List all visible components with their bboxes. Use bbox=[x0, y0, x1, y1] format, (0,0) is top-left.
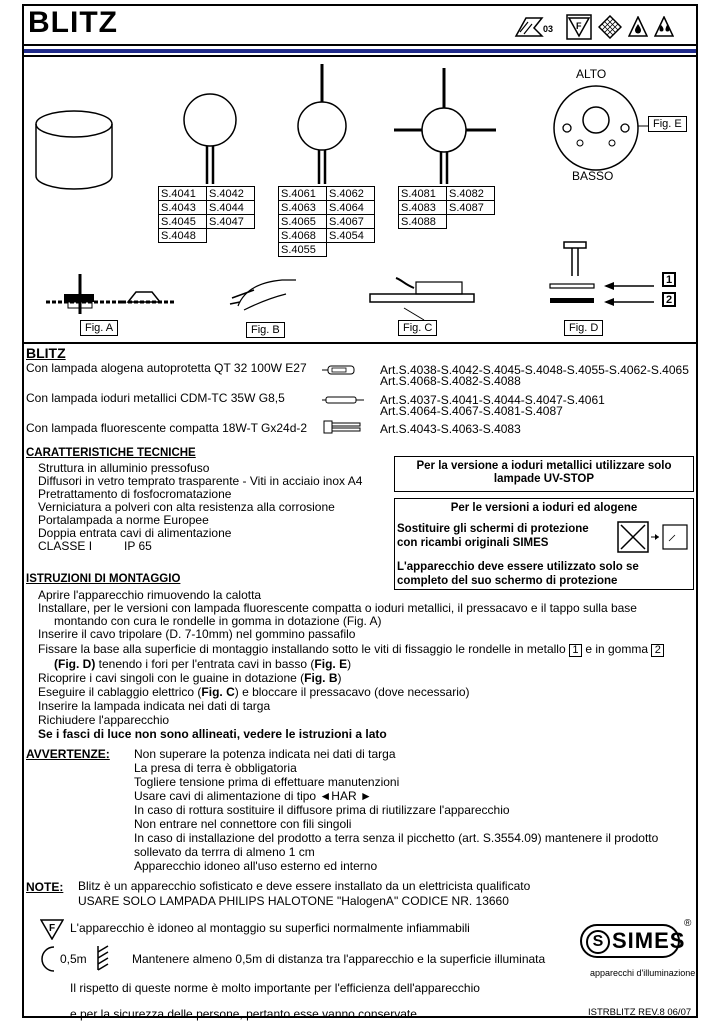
warnings-heading: AVVERTENZE: bbox=[26, 747, 110, 761]
article-code-cell: S.4067 bbox=[327, 215, 375, 229]
basso-label: BASSO bbox=[572, 169, 614, 183]
document-code: ISTRBLITZ REV.8 06/07 bbox=[588, 1007, 692, 1018]
install-step-text: ) bbox=[347, 657, 352, 671]
install-step-text: Eseguire il cablaggio elettrico ( bbox=[38, 685, 202, 699]
install-step-text: ) e bloccare il pressacavo (dove necessario) bbox=[234, 685, 470, 699]
brand-tagline: apparecchi d'illuminazione bbox=[590, 968, 696, 978]
warning-item: Togliere tensione prima di effettuare manutenzioni bbox=[134, 775, 400, 789]
article-code-cell: S.4061 bbox=[279, 187, 327, 201]
fig-c-drawing bbox=[370, 278, 474, 320]
article-code-cell: S.4088 bbox=[399, 215, 447, 229]
screen-notice-title: Per le versioni a ioduri ed alogene bbox=[450, 502, 638, 514]
base-plate-drawing bbox=[554, 86, 648, 170]
install-step-text: e in gomma bbox=[585, 642, 649, 656]
article-code-cell: S.4082 bbox=[447, 187, 495, 201]
install-heading: ISTRUZIONI DI MONTAGGIO bbox=[26, 573, 181, 585]
code-table-3 bbox=[398, 186, 495, 229]
install-step: Aprire l'apparecchio rimuovendo la calotta bbox=[38, 588, 262, 602]
install-step: Richiudere l'apparecchio bbox=[38, 713, 170, 727]
note-heading: NOTE: bbox=[26, 880, 64, 894]
tech-item: Doppia entrata cavi di alimentazione bbox=[38, 526, 232, 540]
f-mark-letter: F bbox=[49, 923, 56, 934]
fig-ref: (Fig. D) bbox=[54, 657, 96, 671]
fig-d-label: Fig. D bbox=[564, 320, 603, 336]
lamp-desc-metal-halide: Con lampada ioduri metallici CDM-TC 35W G8,5 bbox=[26, 391, 285, 405]
distance-value: 0,5m bbox=[60, 952, 87, 966]
header-rule bbox=[24, 44, 696, 46]
lamp-desc-fluorescent: Con lampada fluorescente compatta 18W-T Gx24d-2 bbox=[26, 421, 308, 435]
article-code-cell: S.4043 bbox=[159, 201, 207, 215]
screen-notice-line2: con ricambi originali SIMES bbox=[397, 537, 549, 549]
article-code-cell: S.4044 bbox=[207, 201, 255, 215]
article-code-cell bbox=[447, 215, 495, 229]
alto-label: ALTO bbox=[576, 67, 607, 81]
article-code-cell: S.4083 bbox=[399, 201, 447, 215]
tech-classe: CLASSE I bbox=[38, 539, 93, 553]
article-code-cell: S.4048 bbox=[159, 229, 207, 243]
header-rule bbox=[24, 55, 696, 57]
warning-item: Apparecchio idoneo all'uso esterno ed interno bbox=[134, 859, 378, 873]
warning-item: Non superare la potenza indicata nei dati di targa bbox=[134, 747, 396, 761]
article-code-cell: S.4081 bbox=[399, 187, 447, 201]
lamp-art-metal-halide-2: Art.S.4064-S.4067-S.4081-S.4087 bbox=[380, 404, 563, 418]
install-step-alignment: Se i fasci di luce non sono allineati, vedere le istruzioni a lato bbox=[38, 727, 387, 741]
fig-d-drawing bbox=[550, 242, 654, 306]
protection-screen-notice bbox=[394, 498, 694, 590]
ip-double-drop-icon bbox=[654, 16, 674, 38]
code-table-1 bbox=[158, 186, 255, 243]
install-step bbox=[38, 672, 341, 685]
sphere-product-drawing bbox=[298, 64, 346, 184]
fluorescent-lamp-icon bbox=[322, 418, 366, 436]
footer-line-importance: Il rispetto di queste norme è molto importante per l'efficienza dell'apparecchio bbox=[70, 981, 480, 995]
svg-text:F: F bbox=[576, 21, 582, 31]
article-code-cell: S.4042 bbox=[207, 187, 255, 201]
warning-item: In caso di rottura sostituire il diffusore prima di riutilizzare l'apparecchio bbox=[134, 803, 510, 817]
article-code-cell bbox=[207, 229, 255, 243]
header-blue-band bbox=[24, 49, 696, 53]
install-step: Inserire la lampada indicata nei dati di targa bbox=[38, 699, 271, 713]
tech-heading: CARATTERISTICHE TECNICHE bbox=[26, 447, 196, 459]
hatched-surface-icon bbox=[96, 944, 110, 972]
cert-mark-number: 03 bbox=[543, 24, 554, 34]
fig-e-label: Fig. E bbox=[648, 116, 687, 132]
warning-item: La presa di terra è obbligatoria bbox=[134, 761, 297, 775]
article-code-cell: S.4041 bbox=[159, 187, 207, 201]
diamond-grid-icon bbox=[598, 15, 622, 39]
lamp-art-halogen-2: Art.S.4068-S.4082-S.4088 bbox=[380, 374, 521, 388]
marker-2: 2 bbox=[662, 292, 676, 307]
article-code-cell: S.4045 bbox=[159, 215, 207, 229]
article-code-cell: S.4068 bbox=[279, 229, 327, 243]
install-step-cont: montando con cura le rondelle in gomma in dotazione (Fig. A) bbox=[54, 614, 382, 628]
install-step: Inserire il cavo tripolare (D. 7-10mm) nel gommino passafilo bbox=[38, 627, 356, 641]
footer-line-distance: Mantenere almeno 0,5m di distanza tra l'apparecchio e la superficie illuminata bbox=[132, 952, 546, 966]
brand-name: SIMES bbox=[612, 928, 686, 953]
certification-icons bbox=[512, 14, 674, 40]
article-code-cell: S.4063 bbox=[279, 201, 327, 215]
note-line: USARE SOLO LAMPADA PHILIPS HALOTONE "HalogenA" CODICE NR. 13660 bbox=[78, 894, 509, 908]
article-code-cell bbox=[327, 243, 375, 257]
tech-item: Portalampada a norme Europee bbox=[38, 513, 209, 527]
section-rule bbox=[24, 342, 696, 344]
article-code-cell: S.4047 bbox=[207, 215, 255, 229]
warning-item: In caso di installazione del prodotto a terra senza il picchetto (art. S.3554.09) mantenere il prodotto bbox=[134, 831, 659, 845]
ip-drop-icon bbox=[628, 16, 648, 38]
article-code-cell: S.4087 bbox=[447, 201, 495, 215]
lamp-desc-halogen: Con lampada alogena autoprotetta QT 32 100W E27 bbox=[26, 361, 307, 375]
lamp-art-halogen-1: Art.S.4038-S.4042-S.4045-S.4048-S.4055-S.4062-S.4065 bbox=[380, 363, 689, 377]
footer-line-safety: e per la sicurezza delle persone, pertanto esse vanno conservate bbox=[70, 1007, 417, 1021]
fig-ref: Fig. B bbox=[304, 671, 338, 685]
fig-a-drawing bbox=[46, 274, 176, 314]
fig-b-drawing bbox=[230, 280, 296, 310]
fig-ref: Fig. C bbox=[201, 685, 235, 699]
lamp-art-fluorescent: Art.S.4043-S.4063-S.4083 bbox=[380, 422, 521, 436]
tech-item: Pretrattamento di fosfocromatazione bbox=[38, 487, 232, 501]
warning-item: Usare cavi di alimentazione di tipo ◄HAR ► bbox=[134, 789, 372, 803]
imq-mark-icon bbox=[512, 14, 560, 40]
washer-ref-1: 1 bbox=[569, 644, 582, 657]
install-step-cont bbox=[54, 658, 351, 671]
fig-a-label: Fig. A bbox=[80, 320, 118, 336]
footer-line-surfaces: L'apparecchio è idoneo al montaggio su superfici normalmente infiammabili bbox=[70, 921, 470, 935]
install-step-text: Ricoprire i cavi singoli con le guaine in dotazione ( bbox=[38, 671, 305, 685]
tech-item: Verniciatura a polveri con alta resistenza alla corrosione bbox=[38, 500, 335, 514]
install-step bbox=[38, 686, 470, 699]
broken-screen-replacement-icon bbox=[617, 521, 691, 555]
article-code-cell: S.4055 bbox=[279, 243, 327, 257]
registered-mark: ® bbox=[684, 918, 692, 929]
article-code-cell: S.4065 bbox=[279, 215, 327, 229]
install-step-text: Fissare la base alla superficie di montaggio installando sotto le viti di fissaggio le rondelle in metallo bbox=[38, 642, 566, 656]
simes-logo: S SIMES bbox=[580, 924, 680, 958]
document-frame bbox=[22, 4, 698, 1021]
tech-ip: IP 65 bbox=[124, 539, 152, 553]
install-step: Installare, per le versioni con lampada fluorescente compatta o ioduri metallici, il pressacavo e il tappo sulla base bbox=[38, 601, 637, 615]
lamp-art-metal-halide-1: Art.S.4037-S.4041-S.4044-S.4047-S.4061 bbox=[380, 393, 605, 407]
screen-notice-line3: L'apparecchio deve essere utilizzato solo se bbox=[397, 561, 639, 573]
washer-ref-2: 2 bbox=[651, 644, 664, 657]
fig-ref: Fig. E bbox=[314, 657, 348, 671]
install-step-text: tenendo i fori per l'entrata cavi in basso ( bbox=[95, 657, 315, 671]
screen-notice-line1: Sostituire gli schermi di protezione bbox=[397, 523, 589, 535]
warning-item: Non entrare nel connettore con fili singoli bbox=[134, 817, 352, 831]
note-line: Blitz è un apparecchio sofisticato e deve essere installato da un elettricista qualificato bbox=[78, 879, 531, 893]
install-step-text: ) bbox=[337, 671, 342, 685]
halogen-lamp-icon bbox=[322, 364, 362, 376]
tech-item: Struttura in alluminio pressofuso bbox=[38, 461, 210, 475]
f-mark-icon bbox=[40, 918, 64, 940]
sphere-product-drawing bbox=[184, 94, 236, 184]
metal-halide-lamp-icon bbox=[322, 395, 366, 405]
article-code-cell: S.4062 bbox=[327, 187, 375, 201]
distance-half-circle-icon bbox=[40, 946, 58, 972]
install-step bbox=[38, 643, 664, 657]
cylinder-product-drawing bbox=[36, 111, 112, 189]
article-code-cell: S.4054 bbox=[327, 229, 375, 243]
fig-c-label: Fig. C bbox=[398, 320, 437, 336]
product-title: BLITZ bbox=[28, 6, 118, 39]
f-triangle-icon bbox=[566, 14, 592, 40]
uv-notice-line2: lampade UV-STOP bbox=[493, 473, 595, 485]
uv-stop-notice bbox=[394, 456, 694, 492]
lamps-heading: BLITZ bbox=[26, 345, 66, 361]
screen-notice-line4: completo del suo schermo di protezione bbox=[397, 575, 618, 587]
article-code-cell: S.4064 bbox=[327, 201, 375, 215]
fig-b-label: Fig. B bbox=[246, 322, 285, 338]
uv-notice-line1: Per la versione a ioduri metallici utilizzare solo bbox=[416, 460, 672, 472]
tech-item: Diffusori in vetro temprato trasparente - Viti in acciaio inox A4 bbox=[38, 474, 363, 488]
warning-item: sollevato da terrra di almeno 1 cm bbox=[134, 845, 315, 859]
code-table-2 bbox=[278, 186, 375, 257]
marker-1: 1 bbox=[662, 272, 676, 287]
sphere-product-drawing bbox=[394, 68, 496, 184]
